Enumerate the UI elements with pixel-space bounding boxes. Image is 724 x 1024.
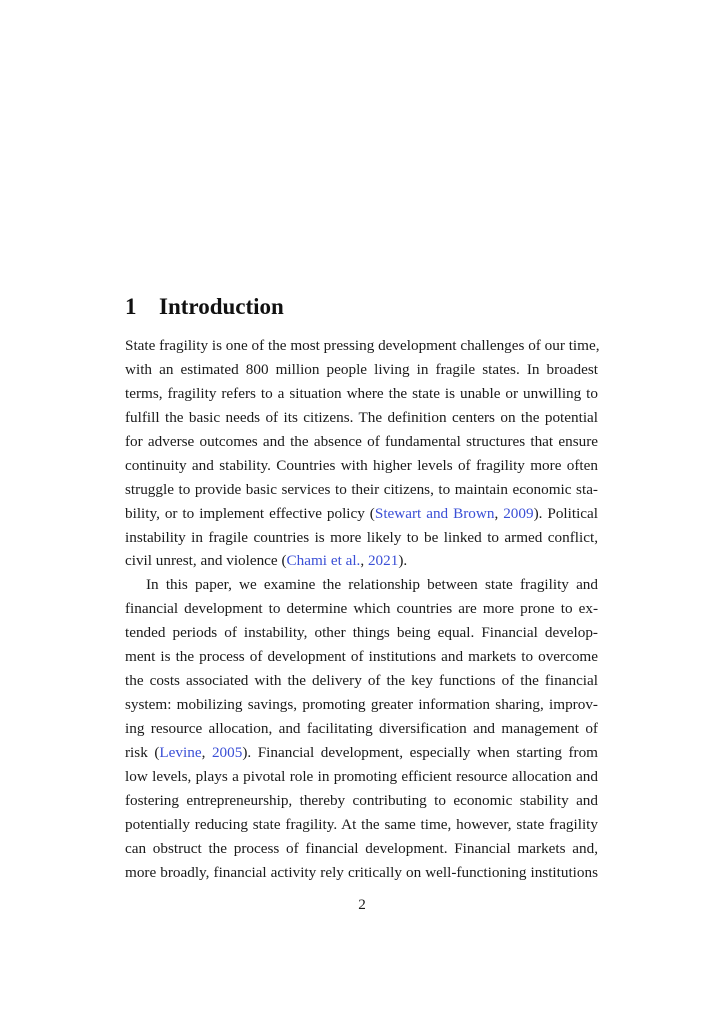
citation-link[interactable]: Levine [159,743,202,761]
text-run: system: mobilizing savings, promoting greater information sharing, improv- [125,696,598,714]
text-line [125,334,598,358]
section-title: Introduction [159,294,284,319]
section-heading [125,292,284,322]
text-line [125,669,598,693]
text-run: ). Financial development, especially when starting from [242,743,598,761]
text-run: struggle to provide basic services to their citizens, to maintain economic sta- [125,480,598,498]
text-line [125,406,598,430]
text-run: more broadly, financial activity rely critically on well-functioning institutions [125,863,598,881]
citation-link[interactable]: 2021 [367,552,399,570]
text-line [125,861,598,885]
text-line [125,526,598,550]
text-line [125,621,598,645]
text-line [125,478,598,502]
text-run: can obstruct the process of financial development. Financial markets and, [125,839,598,857]
text-run: ment is the process of development of institutions and markets to overcome [125,648,598,666]
text-line [125,454,598,478]
citation-link[interactable]: Stewart and Brown [374,504,495,522]
text-run: , [494,504,504,522]
text-run: ing resource allocation, and facilitating diversification and management of [125,720,598,737]
text-line [125,502,598,526]
text-line [125,813,598,837]
text-line [125,717,598,741]
text-line [125,358,598,382]
text-run: fostering entrepreneurship, thereby contributing to economic stability and [125,791,598,809]
text-line [125,645,598,669]
text-run: the costs associated with the delivery of the key functions of the financial [125,672,598,690]
text-line [125,765,598,789]
text-run: with an estimated 800 million people living in fragile states. In broadest [125,360,598,378]
citation-link[interactable]: 2009 [503,504,534,522]
text-line [125,837,598,861]
page-number: 2 [358,896,366,913]
paragraph-2 [125,573,598,884]
section-number: 1 [125,294,137,319]
text-run: tended periods of instability, other things being equal. Financial develop- [125,624,598,642]
text-line [125,549,598,573]
text-line [125,741,598,765]
text-run: ). [398,552,408,570]
text-line [125,597,598,621]
text-run: instability in fragile countries is more likely to be linked to armed conflict, [125,528,598,546]
text-run: , [201,743,212,761]
body-text [125,334,598,885]
text-run: low levels, plays a pivotal role in promoting efficient resource allocation and [125,767,598,785]
text-line [125,693,598,717]
text-run: civil unrest, and violence ( [125,552,287,570]
text-run: potentially reducing state fragility. At the same time, however, state fragility [125,815,598,833]
citation-link[interactable]: 2005 [211,743,243,761]
text-run: In this paper, we examine the relationship between state fragility and [146,576,598,594]
text-line [125,430,598,454]
text-run: financial development to determine which countries are more prone to ex- [125,600,598,618]
paragraph-1 [125,334,598,573]
text-run: State fragility is one of the most pressing development challenges of our time, [125,337,600,354]
text-run: ). Political [533,504,599,522]
text-run: continuity and stability. Countries with higher levels of fragility more often [125,456,598,474]
text-run: bility, or to implement effective policy ( [125,504,375,522]
text-run: , [360,552,368,570]
citation-link[interactable]: Chami et al. [286,552,361,570]
text-line [125,789,598,813]
text-run: fulfill the basic needs of its citizens. The definition centers on the potential [125,408,598,426]
text-run: risk ( [125,743,160,761]
text-line [125,573,598,597]
text-line [125,382,598,406]
text-run: terms, fragility refers to a situation where the state is unable or unwilling to [125,384,598,402]
text-run: for adverse outcomes and the absence of fundamental structures that ensure [125,432,598,450]
